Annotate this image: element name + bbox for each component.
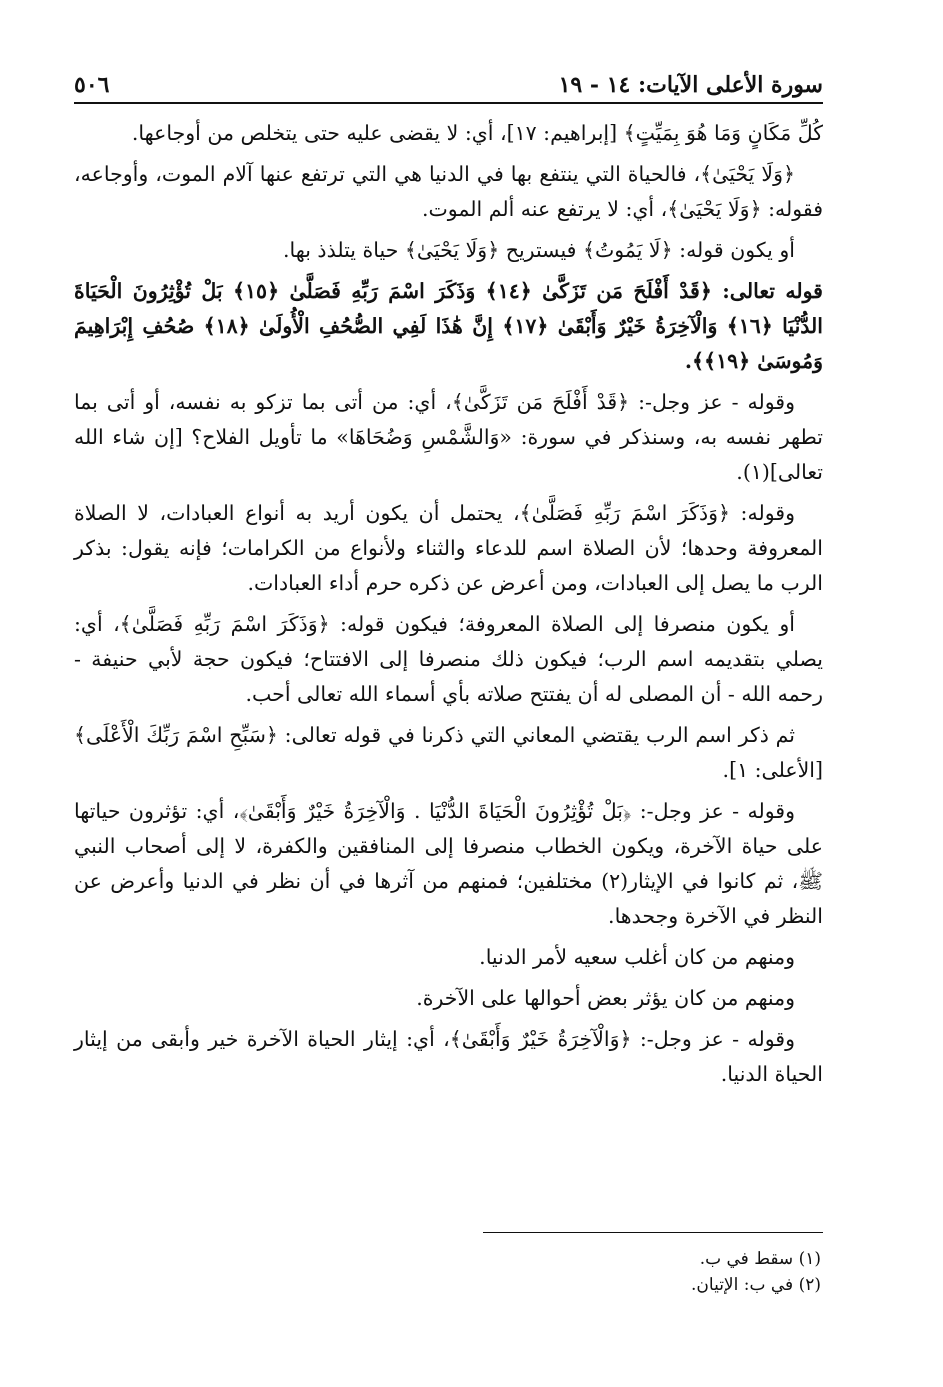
paragraph: ﴿وَلَا يَحْيَىٰ﴾، فالحياة التي ينتفع بها في الدنيا هي التي ترتفع عنها آلام الموت، وأوجاعه، فقوله: ﴿وَلَا يَحْيَىٰ﴾، أي: لا يرتفع عنه ألم الموت. xyxy=(74,162,823,221)
running-title: سورة الأعلى الآيات: ١٤ - ١٩ xyxy=(558,72,823,98)
page-body xyxy=(74,116,823,1098)
paragraph: وقوله - عز وجل-: ﴿وَالْآخِرَةُ خَيْرٌ وَأَبْقَىٰ﴾، أي: إيثار الحياة الآخرة خير وأبقى من إيثار الحياة الدنيا. xyxy=(74,1027,823,1086)
paragraph: وقوله - عز وجل-: ﴿قَدْ أَفْلَحَ مَن تَزَكَّىٰ﴾، أي: من أتى بما تزكو به نفسه، أو أتى بما تطهر نفسه به، وسنذكر في سورة: «وَالشَّمْسِ وَضُحَاهَا» ما تأويل الفلاح؟ [إن شاء الله تعالى](١). xyxy=(74,390,823,484)
verse-heading: قوله تعالى: ﴿قَدْ أَفْلَحَ مَن تَزَكَّىٰ ﴿١٤﴾ وَذَكَرَ اسْمَ رَبِّهِ فَصَلَّىٰ ﴿١٥﴾ بَلْ تُؤْثِرُونَ الْحَيَاةَ الدُّنْيَا ﴿١٦﴾ وَالْآخِرَةُ خَيْرٌ وَأَبْقَىٰ ﴿١٧﴾ إِنَّ هَٰذَا لَفِي الصُّحُفِ الْأُولَىٰ ﴿١٨﴾ صُحُفِ إِبْرَاهِيمَ وَمُوسَىٰ ﴿١٩﴾﴾. xyxy=(74,279,824,373)
footnote-separator xyxy=(483,1232,823,1233)
page-header xyxy=(74,56,823,104)
paragraph: ومنهم من كان أغلب سعيه لأمر الدنيا. xyxy=(479,945,795,969)
paragraph: أو يكون منصرفا إلى الصلاة المعروفة؛ فيكون قوله: ﴿وَذَكَرَ اسْمَ رَبِّهِ فَصَلَّىٰ﴾، أي: يصلي بتقديمه اسم الرب؛ فيكون ذلك منصرفا إلى الافتتاح؛ فيكون حجة لأبي حنيفة - رحمه الله - أن المصلى له أن يفتتح صلاته بأي أسماء الله تعالى أحب. xyxy=(74,612,823,706)
footnote: (٢) في ب: الإتيان. xyxy=(691,1275,821,1295)
paragraph: وقوله: ﴿وَذَكَرَ اسْمَ رَبِّهِ فَصَلَّىٰ﴾، يحتمل أن يكون أريد به أنواع العبادات، لا الصلاة المعروفة وحدها؛ لأن الصلاة اسم للدعاء والثناء ولأنواع من الكرامات؛ فإنه يقول: بذكر الرب ما يصل إلى العبادات، ومن أعرض عن ذكره حرم أداء العبادات. xyxy=(74,501,823,595)
page-number: ٥٠٦ xyxy=(74,72,110,98)
paragraph: أو يكون قوله: ﴿لَا يَمُوتُ﴾ فيستريح ﴿وَلَا يَحْيَىٰ﴾ حياة يتلذذ بها. xyxy=(283,238,795,262)
footnote: (١) سقط في ب. xyxy=(699,1249,821,1269)
footnotes xyxy=(74,1246,821,1298)
paragraph: كُلِّ مَكَانٍ وَمَا هُوَ بِمَيِّتٍ﴾ [إبراهيم: ١٧]، أي: لا يقضى عليه حتى يتخلص من أوجاعها. xyxy=(131,121,823,145)
paragraph: وقوله - عز وجل-: ﴿بَلْ تُؤْثِرُونَ الْحَيَاةَ الدُّنْيَا . وَالْآخِرَةُ خَيْرٌ وَأَبْقَىٰ﴾، أي: تؤثرون حياتها على حياة الآخرة، ويكون الخطاب منصرفا إلى المنافقين والكفرة، لا إلى أصحاب النبي ﷺ، ثم كانوا في الإيثار(٢) مختلفين؛ فمنهم من آثرها في أن نظر في الدنيا وأعرض عن النظر في الآخرة وجحدها. xyxy=(74,799,823,928)
paragraph: ومنهم من كان يؤثر بعض أحوالها على الآخرة. xyxy=(416,986,795,1010)
paragraph: ثم ذكر اسم الرب يقتضي المعاني التي ذكرنا في قوله تعالى: ﴿سَبِّحِ اسْمَ رَبِّكَ الْأَعْلَى﴾ [الأعلى: ١]. xyxy=(74,723,823,782)
